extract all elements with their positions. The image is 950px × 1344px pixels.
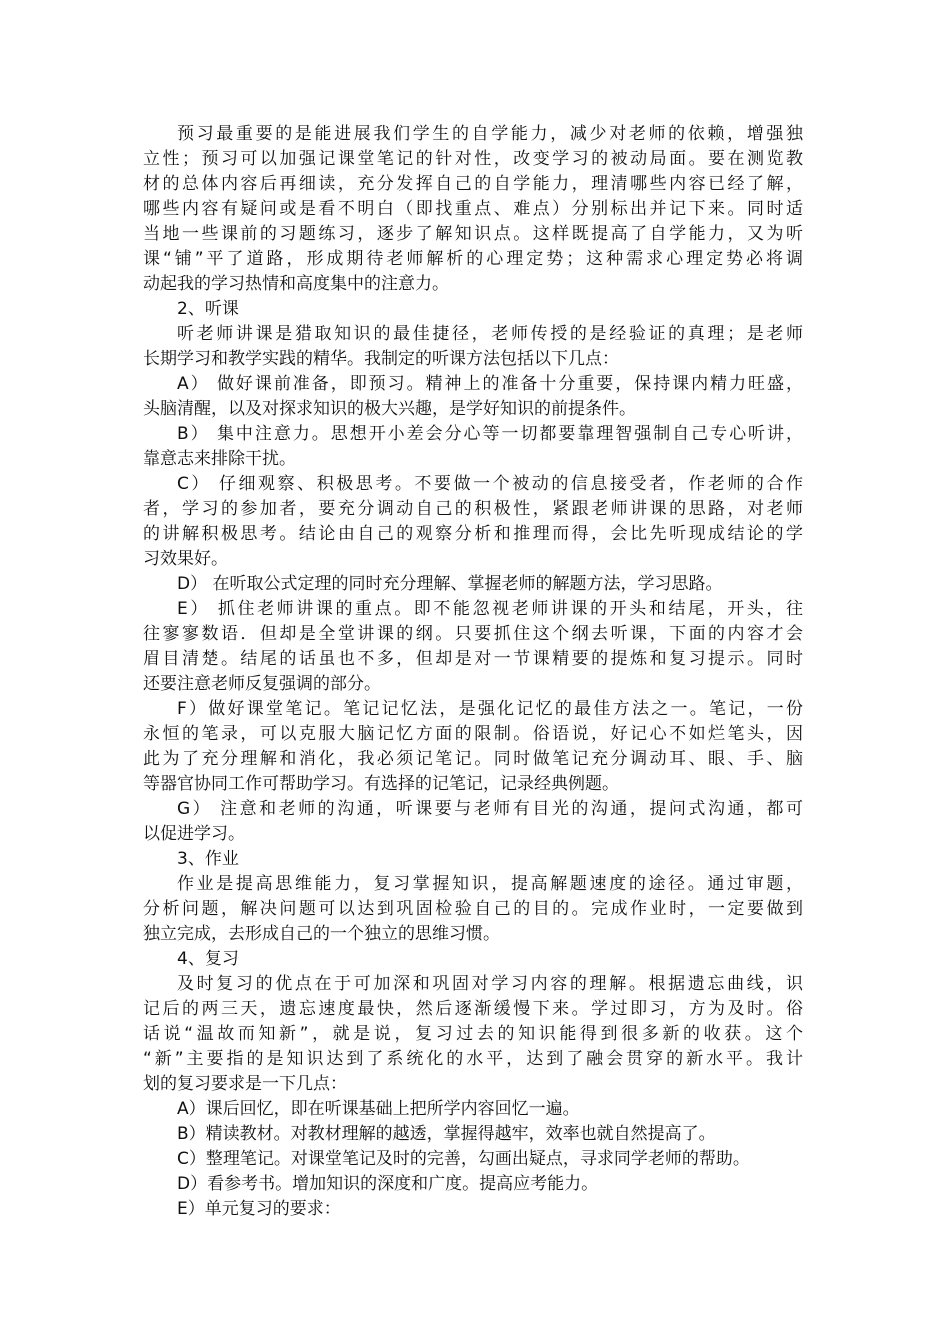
text-line: A） 做好课前准备，即预习。精神上的准备十分重要，保持课内精力旺盛， [177, 374, 803, 394]
text-line: 此为了充分理解和消化，我必须记笔记。同时做笔记充分调动耳、眼、手、脑 [143, 749, 803, 769]
text-line: C） 仔细观察、积极思考。不要做一个被动的信息接受者，作老师的合作 [177, 474, 803, 494]
text-line: 立性；预习可以加强记课堂笔记的针对性，改变学习的被动局面。要在测览教 [143, 149, 803, 169]
document-body [143, 122, 803, 1222]
text-line: 当地一些课前的习题练习，逐步了解知识点。这样既提高了自学能力，又为听 [143, 224, 803, 244]
text-line: E） 抓住老师讲课的重点。即不能忽视老师讲课的开头和结尾，开头，往 [177, 599, 803, 619]
text-line: 等器官协同工作可帮助学习。有选择的记笔记，记录经典例题。 [143, 774, 619, 794]
text-line: 的讲解积极思考。结论由自己的观察分析和推理而得，会比先听现成结论的学 [143, 524, 803, 544]
text-line: 记后的两三天，遗忘速度最快，然后逐渐缓慢下来。学过即习，方为及时。俗 [143, 999, 803, 1019]
text-line: D）看参考书。增加知识的深度和广度。提高应考能力。 [177, 1174, 599, 1194]
text-line: 以促进学习。 [143, 824, 245, 844]
text-line: 还要注意老师反复强调的部分。 [143, 674, 381, 694]
text-line: 2、听课 [177, 299, 239, 319]
text-line: 头脑清醒，以及对探求知识的极大兴趣，是学好知识的前提条件。 [143, 399, 636, 419]
text-line: 眉目清楚。结尾的话虽也不多，但却是对一节课精要的提炼和复习提示。同时 [143, 649, 803, 669]
text-line: 分析问题，解决问题可以达到巩固检验自己的目的。完成作业时，一定要做到 [143, 899, 803, 919]
text-line: 长期学习和教学实践的精华。我制定的听课方法包括以下几点： [143, 349, 619, 369]
text-line: C）整理笔记。对课堂笔记及时的完善，勾画出疑点，寻求同学老师的帮助。 [177, 1149, 750, 1169]
text-line: 及时复习的优点在于可加深和巩固对学习内容的理解。根据遗忘曲线，识 [177, 974, 803, 994]
text-line: 永恒的笔录，可以克服大脑记忆方面的限制。俗语说，好记心不如烂笔头，因 [143, 724, 803, 744]
text-line: A）课后回忆，即在听课基础上把所学内容回忆一遍。 [177, 1099, 580, 1119]
text-line: 预习最重要的是能进展我们学生的自学能力，减少对老师的依赖，增强独 [177, 124, 803, 144]
text-line: 作业是提高思维能力，复习掌握知识，提高解题速度的途径。通过审题， [177, 874, 803, 894]
text-line: B）精读教材。对教材理解的越透，掌握得越牢，效率也就自然提高了。 [177, 1124, 716, 1144]
text-line: 者，学习的参加者，要充分调动自己的积极性，紧跟老师讲课的思路，对老师 [143, 499, 803, 519]
text-line: 话说“温故而知新”，就是说，复习过去的知识能得到很多新的收获。这个 [143, 1024, 803, 1044]
text-line: F）做好课堂笔记。笔记记忆法，是强化记忆的最佳方法之一。笔记，一份 [177, 699, 803, 719]
text-line: B） 集中注意力。思想开小差会分心等一切都要靠理智强制自己专心听讲， [177, 424, 803, 444]
text-line: 靠意志来排除干扰。 [143, 449, 296, 469]
text-line: 4、复习 [177, 949, 239, 969]
text-line: 3、作业 [177, 849, 239, 869]
text-line: 独立完成，去形成自己的一个独立的思维习惯。 [143, 924, 500, 944]
text-line: 听老师讲课是猎取知识的最佳捷径，老师传授的是经验证的真理；是老师 [177, 324, 803, 344]
text-line: G） 注意和老师的沟通，听课要与老师有目光的沟通，提问式沟通，都可 [177, 799, 803, 819]
text-line: E）单元复习的要求： [177, 1199, 341, 1219]
text-line: “新”主要指的是知识达到了系统化的水平，达到了融会贯穿的新水平。我计 [143, 1049, 803, 1069]
text-line: 哪些内容有疑问或是看不明白（即找重点、难点）分别标出并记下来。同时适 [143, 199, 803, 219]
text-line: 划的复习要求是一下几点： [143, 1074, 347, 1094]
text-line: 习效果好。 [143, 549, 228, 569]
text-line: 往寥寥数语．但却是全堂讲课的纲。只要抓住这个纲去听课，下面的内容才会 [143, 624, 803, 644]
text-line: 课“铺”平了道路，形成期待老师解析的心理定势；这种需求心理定势必将调 [143, 249, 803, 269]
text-line: 动起我的学习热情和高度集中的注意力。 [143, 274, 449, 294]
text-line: D） 在听取公式定理的同时充分理解、掌握老师的解题方法，学习思路。 [177, 574, 723, 594]
text-line: 材的总体内容后再细读，充分发挥自己的自学能力，理清哪些内容已经了解， [143, 174, 803, 194]
